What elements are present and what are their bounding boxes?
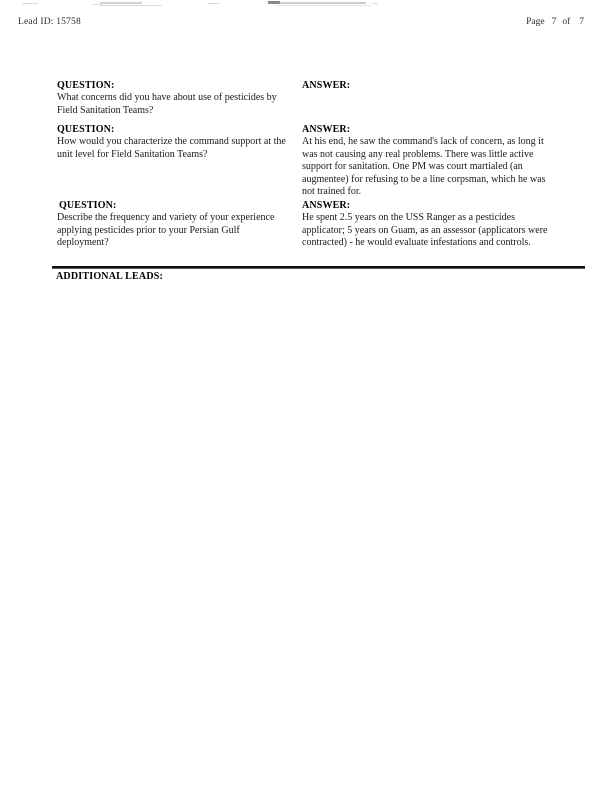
question-text: What concerns did you have about use of pesticides by Field Sanitation Teams? [57,92,277,116]
scan-artifact-mark [280,2,366,4]
additional-leads-label: ADDITIONAL LEADS: [56,271,164,282]
question-column [57,80,289,117]
page-number-of: of [562,17,571,27]
scan-artifact-mark [276,5,370,6]
scan-artifacts [0,0,612,10]
answer-label: ANSWER: [302,124,351,135]
question-column [57,124,289,161]
answer-column [302,200,550,250]
page-number-label: Page [526,17,545,27]
document-header [0,17,612,33]
page-number-total: 7 [579,17,584,27]
question-label: QUESTION: [59,200,117,211]
page-number [526,17,584,27]
question-label: QUESTION: [57,80,115,91]
answer-label: ANSWER: [302,80,351,91]
answer-column [302,124,550,199]
question-column [57,200,289,250]
answer-label: ANSWER: [302,200,351,211]
scan-artifact-mark [100,5,162,6]
lead-id: Lead ID: 15758 [18,17,81,27]
answer-column [302,80,550,92]
scan-artifact-mark [100,2,142,4]
question-label: QUESTION: [57,124,115,135]
section-divider [52,266,585,268]
question-text: Describe the frequency and variety of your experience applying pesticides prior to your Persian Gulf deployment? [57,212,275,249]
scan-artifact-mark [268,1,280,4]
scan-artifact-mark [92,4,102,5]
blank-page-area [0,292,612,792]
question-text: How would you characterize the command support at the unit level for Field Sanitation Teams? [57,136,286,160]
scan-artifact-mark [22,3,38,4]
page-number-current: 7 [551,17,557,27]
answer-text: He spent 2.5 years on the USS Ranger as a pesticides applicator; 5 years on Guam, as an assessor (applicators were contracted) - he would evaluate infestations and controls. [302,212,548,249]
scan-artifact-mark [372,3,378,4]
answer-text: At his end, he saw the command's lack of concern, as long it was not causing any real problems. There was little active support for sanitation. One PM was court martialed (an augmentee) for refusing to be a line corpsman, which he was not trained for. [302,136,546,198]
scan-artifact-mark [208,3,220,4]
